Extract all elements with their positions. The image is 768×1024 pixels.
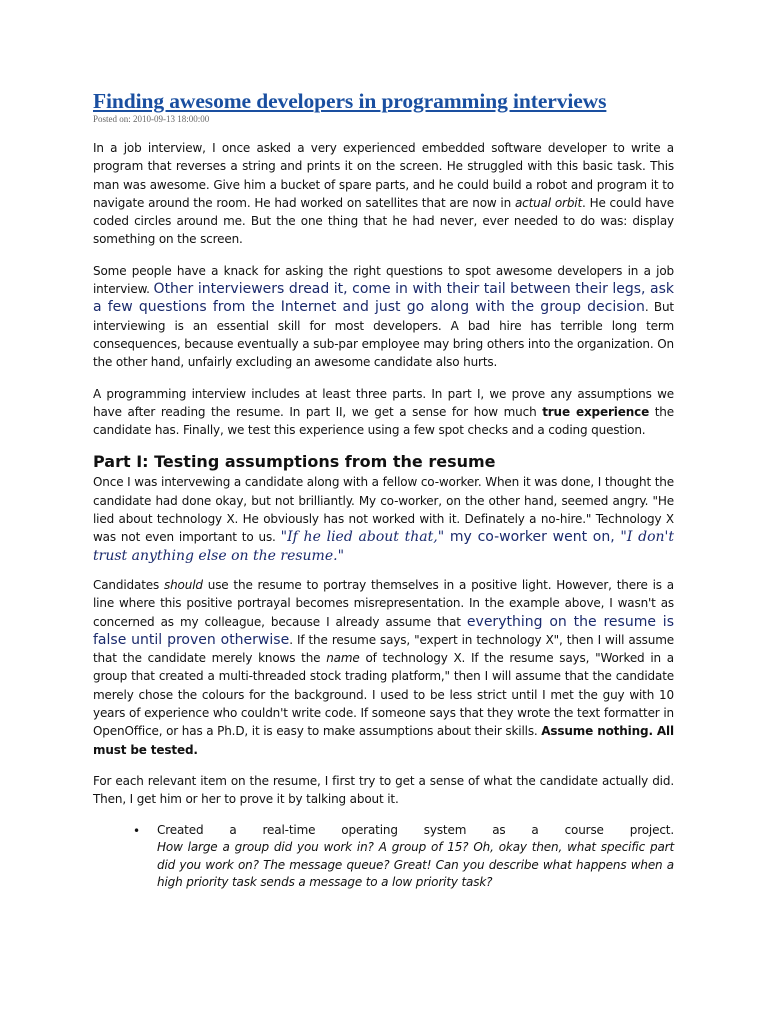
p4-text-a: Once I was intervewing a candidate along with a fellow co-worker. When it was done, I thought the candidate had done okay, but not brilliantly. My co-worker, on the other hand, seemed angry. "He lied about technology X. He obviously has not worked with it. Definately a no-hire." Technology X was not even important to us. [93,475,674,545]
p1-text-a: In a job interview, I once asked a very experienced embedded software developer to write a program that reverses a string and prints it on the screen. He struggled with this basic task. This man was awesome. Give him a bucket of spare parts, and he could build a robot and program it to navigate around the room. He had worked on satellites that are now in [93,141,674,210]
p2-highlight: Other interviewers dread it, come in with their tail between their legs, ask a few questions from the Internet and just go along with the group decision [93,281,674,316]
list-item [133,822,674,892]
p3-text-c: the candidate has. Finally, we test this experience using a few spot checks and a coding question. [93,404,674,438]
resume-paragraph [93,576,674,759]
section-heading-part-1: Part I: Testing assumptions from the resume [93,452,496,472]
p4-quote-1: "If he lied about that," [280,529,445,546]
bullet-icon: • [133,823,140,838]
interviewing-paragraph [93,262,674,372]
p4-quote-2: "I don't trust anything else on the resume." [93,529,675,564]
p1-text-c: . He could have coded circles around me. But the one thing that he had never, ever needed to do was: display something on the screen. [93,195,674,247]
three-parts-paragraph [93,385,674,440]
resume-items-list [93,822,674,892]
article-title[interactable]: Finding awesome developers in programming interviews [93,89,607,113]
p5-text-e: . If the resume says, "expert in technology X", then I will assume that the candidate merely knows the [93,632,674,666]
p5-highlight: everything on the resume is false until proven otherwise [93,613,674,648]
p5-emphasis-name: name [326,651,360,666]
p3-bold: true experience [542,404,650,419]
list-item-title: Created a real-time operating system as a course project. [157,822,674,837]
p5-text-g: of technology X. If the resume says, "Worked in a group that created a multi-threaded stock trading platform," then I will assume that the candidate merely chose the colours for the background. I used to be less strict until I met the guy with 10 years of experience who couldn't write code. If someone says that they wrote the text formatter in OpenOffice, or has a Ph.D, it is easy to make assumptions about their skills. [93,651,674,739]
intro-paragraph [93,139,674,249]
posted-date: Posted on: 2010-09-13 18:00:00 [93,114,210,124]
each-item-paragraph [93,772,674,809]
p5-text-a: Candidates [93,577,164,592]
coworker-paragraph [93,473,674,564]
p2-text-c: . But interviewing is an essential skill for most developers. A bad hire has terrible long term consequences, because eventually a sub-par employee may bring others into the organization. On the other hand, unfairly excluding an awesome candidate also hurts. [93,300,674,370]
p4-text-c: my co-worker went on, [444,529,621,546]
p5-bold: Assume nothing. All must be tested. [93,724,674,757]
p5-text-c: use the resume to portray themselves in a positive light. However, there is a line where this positive portrayal becomes misrepresentation. In the example above, I wasn't as concerned as my colleague, because I already assume that [93,577,675,629]
p6-text: For each relevant item on the resume, I first try to get a sense of what the candidate actually did. Then, I get him or her to prove it by talking about it. [93,773,674,807]
p2-text-a: Some people have a knack for asking the right questions to spot awesome developers in a job interview. [93,263,674,297]
p1-emphasis: actual orbit [514,195,583,210]
list-item-question: How large a group did you work in? A group of 15? Oh, okay then, what specific part did you work on? The message queue? Great! Can you describe what happens when a high priority task sends a message to a low priority task? [157,840,674,889]
p3-text-a: A programming interview includes at least three parts. In part I, we prove any assumptions we have after reading the resume. In part II, we get a sense for how much [93,386,674,419]
p5-emphasis-should: should [164,577,203,592]
